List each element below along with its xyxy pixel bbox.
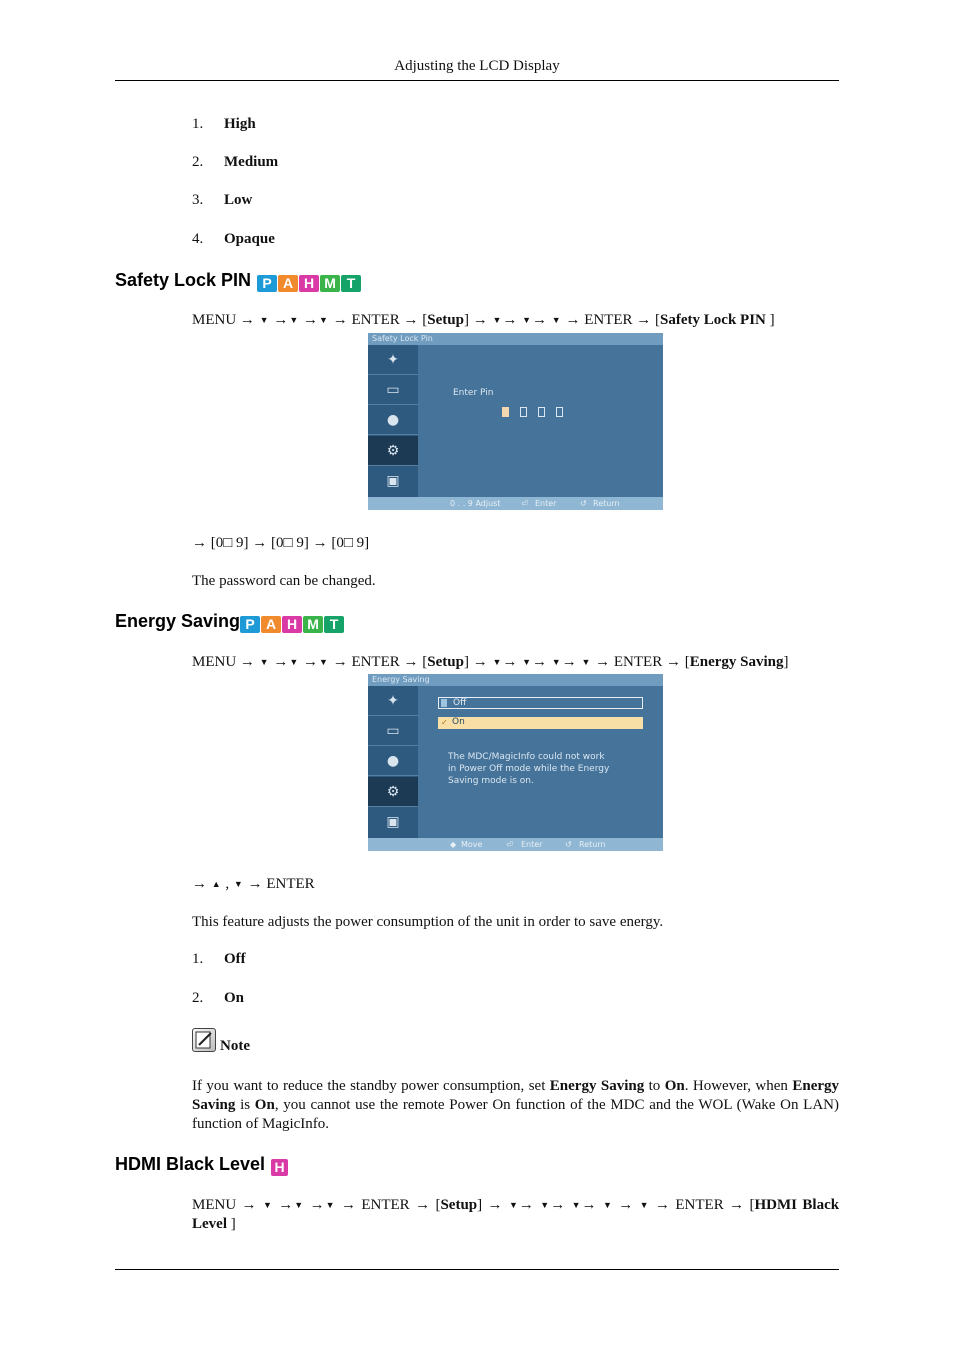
- list-item-number: 2.: [192, 990, 204, 1006]
- menu-path-hdmi: MENU → ▼ →▼ →▼ → ENTER → [Setup] → ▼→ ▼→ ▼→ ▼ → ▼ → ENTER → [HDMI Black Level ]: [192, 1197, 840, 1232]
- path-text: → ENTER → [: [335, 1197, 441, 1213]
- down-arrow-icon: ▼: [325, 1200, 335, 1210]
- channel-icon[interactable]: ●: [368, 746, 418, 776]
- path-target: HDMI Black Level: [192, 1197, 840, 1232]
- down-arrow-icon: ▼: [259, 315, 269, 325]
- option-on[interactable]: [438, 717, 643, 729]
- note-text: [192, 1077, 839, 1134]
- note-text-part: If you want to reduce the standby power consumption, set: [192, 1078, 550, 1094]
- move-icon: ◆: [450, 840, 457, 849]
- menu-path-energy: MENU → ▼ →▼ →▼ → ENTER → [Setup] → ▼→ ▼→ ▼→ ▼ → ENTER → [Energy Saving]: [192, 654, 789, 670]
- section-heading-hdmi-black-level: [115, 1154, 289, 1175]
- path-text: MENU →: [192, 312, 259, 328]
- path-text: ] →: [463, 654, 492, 670]
- sound-icon[interactable]: ▭: [368, 716, 418, 746]
- option-label: Off: [453, 698, 467, 708]
- footer-adjust: 0 . . 9 Adjust: [450, 499, 501, 508]
- badge-letter-m: M: [320, 275, 340, 292]
- list-item: Opaque: [224, 231, 275, 247]
- path-text: ] →: [463, 312, 492, 328]
- source-badge: [257, 272, 362, 289]
- list-item: Medium: [224, 154, 279, 170]
- down-arrow-icon: ▼: [540, 1200, 550, 1210]
- list-item-number: 2.: [192, 154, 204, 170]
- input-icon[interactable]: ▣: [386, 814, 400, 830]
- osd-footer: [368, 838, 663, 851]
- down-arrow-icon: ▼: [259, 657, 269, 667]
- list-item: On: [224, 990, 245, 1006]
- checkmark-icon: ✓: [441, 718, 448, 727]
- note-bold: On: [664, 1078, 685, 1094]
- footer-return: Return: [593, 499, 620, 508]
- down-arrow-icon: ▼: [492, 657, 502, 667]
- input-icon[interactable]: ▣: [386, 473, 400, 489]
- enter-icon: ⏎: [521, 499, 528, 508]
- badge-letter-m: M: [303, 616, 323, 633]
- path-setup: Setup: [440, 1197, 478, 1213]
- path-text: → ENTER → [: [328, 312, 428, 328]
- osd-prompt: Enter Pin: [453, 388, 494, 398]
- badge-letter-a: A: [261, 616, 281, 633]
- header-rule: [115, 80, 839, 81]
- note-text-part: , you cannot use the remote Power On function of the MDC and the WOL (Wake On LAN) function of MagicInfo.: [192, 1097, 839, 1132]
- list-item-number: 4.: [192, 231, 204, 247]
- badge-letter-h: H: [299, 275, 319, 292]
- setup-gear-icon[interactable]: ⚙: [368, 436, 418, 466]
- down-arrow-icon: ▼: [551, 657, 561, 667]
- energy-description: This feature adjusts the power consumption of the unit in order to save energy.: [192, 914, 664, 930]
- down-arrow-icon: ▼: [492, 315, 502, 325]
- down-arrow-icon: ▼: [581, 657, 591, 667]
- option-off[interactable]: [438, 697, 643, 709]
- down-arrow-icon: ▼: [571, 1200, 581, 1210]
- osd-sidebar: [368, 686, 418, 838]
- pin-digit-box[interactable]: [538, 407, 545, 417]
- note-icon: [192, 1028, 216, 1052]
- footer-enter: Enter: [521, 840, 543, 849]
- setup-gear-icon[interactable]: ⚙: [368, 777, 418, 807]
- picture-icon[interactable]: ✦: [368, 686, 418, 716]
- list-item-number: 1.: [192, 116, 204, 132]
- pin-digits-line: → [0□ 9] → [0□ 9] → [0□ 9]: [192, 535, 370, 551]
- path-text: → ENTER → [: [649, 1197, 755, 1213]
- path-text: → ENTER → [: [591, 654, 690, 670]
- path-text: ] →: [477, 1197, 508, 1213]
- osd-safety-lock-pin: [368, 333, 663, 510]
- option-label: On: [452, 717, 465, 727]
- section-heading-energy-saving: [115, 611, 345, 632]
- note-text-part: . However, when: [684, 1078, 793, 1094]
- footer-move: Move: [461, 840, 483, 849]
- down-arrow-icon: ▼: [289, 657, 299, 667]
- note-bold: Energy Saving: [549, 1078, 645, 1094]
- osd-footer: [368, 497, 663, 510]
- path-text: ]: [783, 654, 789, 670]
- heading-text: Safety Lock PIN: [115, 270, 252, 290]
- badge-letter-t: T: [324, 616, 344, 633]
- down-arrow-icon: ▼: [551, 315, 561, 325]
- path-text: → ENTER → [: [561, 312, 661, 328]
- osd-energy-saving: [368, 674, 663, 851]
- badge-letter-p: P: [240, 616, 260, 633]
- path-text: MENU →: [192, 1197, 262, 1213]
- safety-description: The password can be changed.: [192, 573, 376, 589]
- pin-digit-box[interactable]: [556, 407, 563, 417]
- nav-text: → ENTER: [243, 876, 315, 892]
- badge-letter-h: H: [282, 616, 302, 633]
- down-arrow-icon: ▼: [508, 1200, 518, 1210]
- option-marker: [441, 699, 447, 707]
- source-badge: [271, 1156, 289, 1173]
- badge-letter-a: A: [278, 275, 298, 292]
- badge-letter-p: P: [257, 275, 277, 292]
- nav-text: →: [192, 876, 211, 892]
- note-text-part: to: [644, 1078, 665, 1094]
- down-arrow-icon: ▼: [522, 657, 532, 667]
- return-icon: ↺: [565, 840, 572, 849]
- up-arrow-icon: ▲: [211, 879, 221, 889]
- osd-sidebar: [368, 345, 418, 497]
- badge-letter-t: T: [341, 275, 361, 292]
- path-text: MENU →: [192, 654, 259, 670]
- note-bold: On: [254, 1097, 275, 1113]
- heading-text: HDMI Black Level: [115, 1154, 266, 1174]
- return-icon: ↺: [580, 499, 587, 508]
- footer-rule: [115, 1269, 839, 1270]
- pin-digit-box[interactable]: [520, 407, 527, 417]
- heading-text: Energy Saving: [115, 611, 241, 631]
- badge-letter-h: H: [271, 1159, 288, 1176]
- path-text: ]: [227, 1216, 236, 1232]
- footer-return: Return: [579, 840, 606, 849]
- list-item-number: 3.: [192, 192, 204, 208]
- picture-icon[interactable]: ✦: [368, 345, 418, 375]
- path-text: → ENTER → [: [328, 654, 428, 670]
- down-arrow-icon: ▼: [602, 1200, 612, 1210]
- list-item: Low: [224, 192, 253, 208]
- osd-message-line: in Power Off mode while the Energy: [448, 764, 610, 774]
- path-target: Safety Lock PIN: [660, 312, 766, 328]
- down-arrow-icon: ▼: [262, 1200, 272, 1210]
- footer-enter: Enter: [535, 499, 557, 508]
- enter-icon: ⏎: [506, 840, 513, 849]
- down-arrow-icon: ▼: [289, 315, 299, 325]
- section-heading-safety-lock-pin: [115, 270, 362, 291]
- osd-title: Safety Lock Pin: [368, 333, 663, 345]
- channel-icon[interactable]: ●: [368, 405, 418, 435]
- path-setup: Setup: [427, 654, 464, 670]
- path-target: Energy Saving: [689, 654, 784, 670]
- source-badge: [240, 613, 345, 630]
- list-item: Off: [224, 951, 246, 967]
- sound-icon[interactable]: ▭: [368, 375, 418, 405]
- path-setup: Setup: [427, 312, 464, 328]
- page-header: Adjusting the LCD Display: [394, 58, 560, 74]
- list-item: High: [224, 116, 256, 132]
- down-arrow-icon: ▼: [522, 315, 532, 325]
- list-item-number: 1.: [192, 951, 204, 967]
- down-arrow-icon: ▼: [294, 1200, 304, 1210]
- down-arrow-icon: ▼: [233, 879, 243, 889]
- pin-digit-box[interactable]: [502, 407, 509, 417]
- menu-path-safety: MENU → ▼ →▼ →▼ → ENTER → [Setup] → ▼→ ▼→ ▼ → ENTER → [Safety Lock PIN ]: [192, 312, 775, 328]
- down-arrow-icon: ▼: [319, 657, 328, 667]
- osd-message-line: The MDC/MagicInfo could not work: [448, 752, 605, 762]
- osd-message-line: Saving mode is on.: [448, 776, 534, 786]
- osd-title: Energy Saving: [368, 674, 663, 686]
- note-label: Note: [220, 1038, 250, 1054]
- down-arrow-icon: ▼: [319, 315, 328, 325]
- note-text-part: is: [235, 1097, 255, 1113]
- down-arrow-icon: ▼: [639, 1200, 649, 1210]
- energy-nav-line: → ▲ , ▼ → ENTER: [192, 876, 315, 892]
- note-bold: Energy Saving: [192, 1078, 840, 1113]
- path-text: ]: [765, 312, 775, 328]
